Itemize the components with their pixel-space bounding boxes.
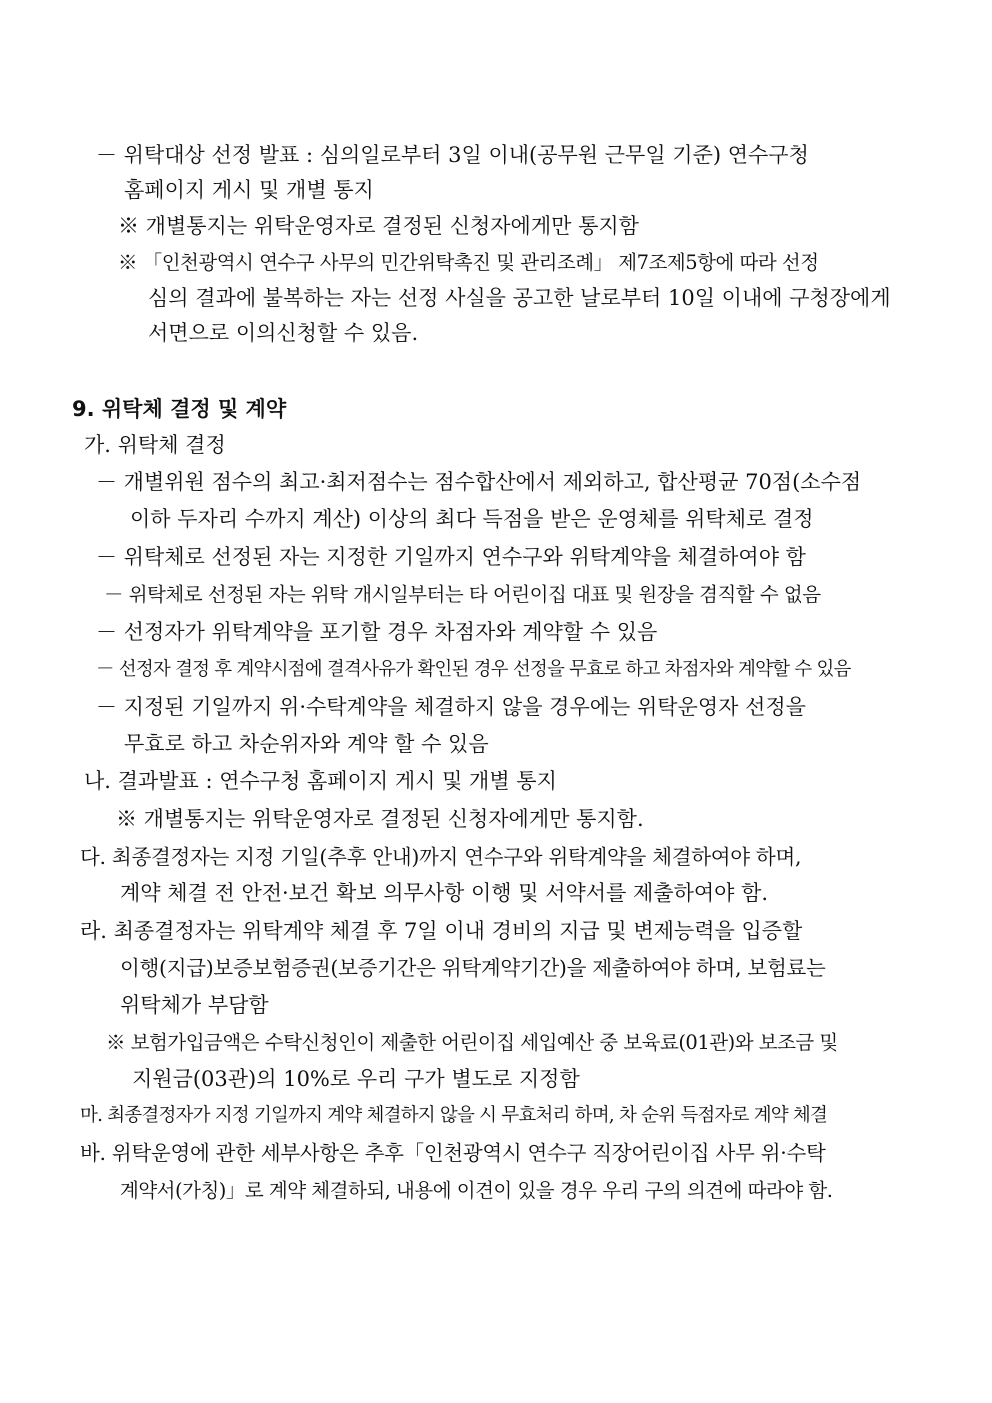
note-continuation: 지원금(03관)의 10%로 우리 구가 별도로 지정함 bbox=[132, 1067, 580, 1091]
subsection-label: 가. 위탁체 결정 bbox=[84, 433, 226, 457]
paragraph-continuation: 계약 체결 전 안전·보건 확보 의무사항 이행 및 서약서를 제출하여야 함. bbox=[120, 881, 769, 905]
note-individual-notice: ※ 개별통지는 위탁운영자로 결정된 신청자에게만 통지함 bbox=[118, 214, 639, 238]
paragraph-continuation: 위탁체가 부담함 bbox=[120, 993, 269, 1017]
paragraph-continuation: 이행(지급)보증보험증권(보증기간은 위탁계약기간)을 제출하여야 하며, 보험료는 bbox=[120, 956, 826, 980]
note-objection-procedure: ※ 「인천광역시 연수구 사무의 민간위탁촉진 및 관리조례」 제7조제5항에 따라 선정 bbox=[118, 251, 819, 274]
section-heading: 9. 위탁체 결정 및 계약 bbox=[72, 397, 287, 421]
subsection-paragraph: 마. 최종결정자가 지정 기일까지 계약 체결하지 않을 시 무효처리 하며, 차 순위 득점자로 계약 체결 bbox=[80, 1105, 828, 1126]
bullet-item: － 위탁체로 선정된 자는 지정한 기일까지 연수구와 위탁계약을 체결하여야 함 bbox=[96, 545, 806, 569]
bullet-selection-announcement: － 위탁대상 선정 발표 : 심의일로부터 3일 이내(공무원 근무일 기준) 연수구청 bbox=[96, 143, 809, 167]
bullet-continuation: 홈페이지 게시 및 개별 통지 bbox=[124, 178, 374, 202]
note-continuation: 서면으로 이의신청할 수 있음. bbox=[148, 321, 419, 345]
paragraph-continuation: 계약서(가칭)」로 계약 체결하되, 내용에 이견이 있을 경우 우리 구의 의견에 따라야 함. bbox=[120, 1179, 833, 1202]
note-individual-notice: ※ 개별통지는 위탁운영자로 결정된 신청자에게만 통지함. bbox=[116, 807, 644, 831]
bullet-item: － 위탁체로 선정된 자는 위탁 개시일부터는 타 어린이집 대표 및 원장을 겸직할 수 없음 bbox=[104, 583, 821, 606]
bullet-continuation: 무효로 하고 차순위자와 계약 할 수 있음 bbox=[124, 732, 489, 756]
subsection-paragraph: 라. 최종결정자는 위탁계약 체결 후 7일 이내 경비의 지급 및 변제능력을 입증할 bbox=[80, 919, 803, 943]
bullet-item: － 지정된 기일까지 위·수탁계약을 체결하지 않을 경우에는 위탁운영자 선정을 bbox=[96, 695, 806, 719]
subsection-label: 나. 결과발표 : 연수구청 홈페이지 게시 및 개별 통지 bbox=[84, 769, 557, 793]
bullet-item: － 선정자가 위탁계약을 포기할 경우 차점자와 계약할 수 있음 bbox=[96, 620, 658, 644]
note-continuation: 심의 결과에 불복하는 자는 선정 사실을 공고한 날로부터 10일 이내에 구청장에게 bbox=[148, 286, 891, 310]
bullet-continuation: 이하 두자리 수까지 계산) 이상의 최다 득점을 받은 운영체를 위탁체로 결정 bbox=[130, 507, 814, 531]
note-insurance: ※ 보험가입금액은 수탁신청인이 제출한 어린이집 세입예산 중 보육료(01관)와 보조금 및 bbox=[106, 1031, 838, 1054]
bullet-item: － 개별위원 점수의 최고·최저점수는 점수합산에서 제외하고, 합산평균 70점(소수점 bbox=[96, 470, 862, 494]
subsection-paragraph: 바. 위탁운영에 관한 세부사항은 추후「인천광역시 연수구 직장어린이집 사무 위·수탁 bbox=[80, 1141, 826, 1165]
subsection-paragraph: 다. 최종결정자는 지정 기일(추후 안내)까지 연수구와 위탁계약을 체결하여야 하며, bbox=[80, 845, 802, 869]
bullet-item: － 선정자 결정 후 계약시점에 결격사유가 확인된 경우 선정을 무효로 하고 차점자와 계약할 수 있음 bbox=[96, 659, 851, 680]
